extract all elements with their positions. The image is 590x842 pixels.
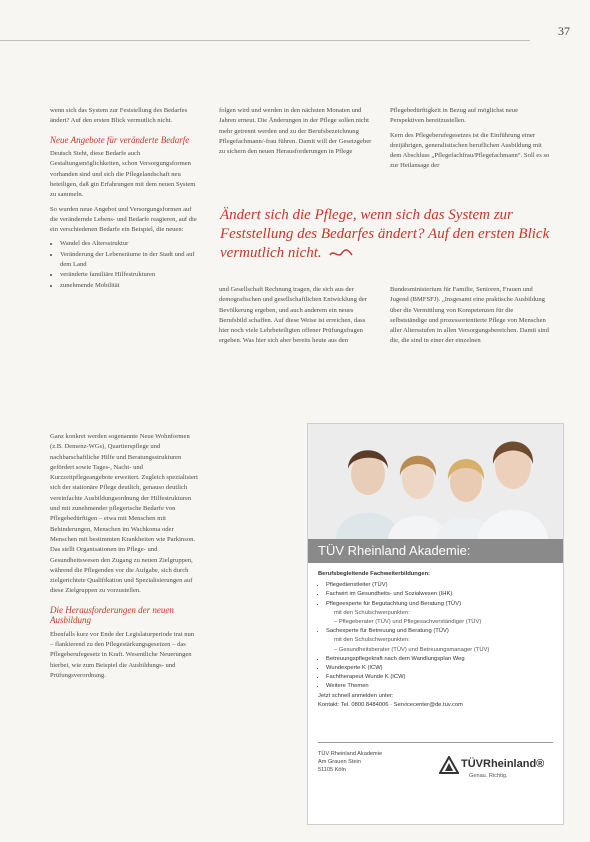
column-3-mid — [390, 285, 550, 351]
ad-photo — [308, 424, 563, 539]
paragraph: und Gesellschaft Rechnung tragen, die sich aus der demografischen und gesellschaftlichen Entwicklung der Bevölkerung ergeben, und auch anderem ein neues Berufsbild schaffen. Auf diese Weise ist erreichen, dass hier noch viele Lehrbeteiligten offener Prüfungsfragen ergeben. Was hier sich aber bereits heute aus den — [219, 286, 367, 345]
paragraph: Ganz konkret werden sogenannte Neue Wohnformen (z.B. Demenz-WGs), Quartierspflege und nachbarschaftliche Hilfe und Beratungsstrukturen gefördert sowie Tages-, Nacht- und Kurzzeitpflegeangebote erweitert. Zugleich spezialisiert sich der stationäre Pflege deutlich, genauso deutlich vereinfachte Ausbildungsordnung der Hilfestrukturen und mit zunehmender pflegerische Bedarfe von Pflegebedürftigen – etwa mit Menschen mit Behinderungen, Menschen im Wachkoma oder Menschen mit bestimmten Krankheiten wie Parkinson. Das stellt Organisationen im Pflege- und Gesundheitswesen den Zugang zu neuen Zielgruppen, während die Pflegenden vor die Aufgabe, sich durch zielgerichtete Qualifikation und Spezialisierungen auf diese Zielgruppen zu vorzustellen. — [50, 433, 198, 595]
subheading: Die Herausforderungen der neuen Ausbildung — [50, 604, 174, 626]
list-item — [326, 627, 553, 655]
squiggle-icon — [329, 249, 353, 259]
list-item-label: Sachexperte für Betreuung und Beratung (TÜV) — [326, 628, 449, 635]
column-2-mid — [219, 285, 377, 351]
column-2-top — [219, 106, 374, 161]
ad-body — [318, 570, 553, 710]
ad-title: Berufsbegleitende Fachweiterbildungen: — [318, 571, 431, 577]
tuv-advertisement — [307, 423, 564, 825]
address-line: TÜV Rheinland Akademie — [318, 751, 383, 757]
address-line: 51105 Köln — [318, 767, 346, 773]
list-item: • Veränderung der Lebensräume in der Stadt und auf dem Land — [60, 250, 198, 271]
bullet-list — [50, 239, 198, 290]
header-rule — [0, 40, 530, 41]
pull-quote-text: Ändert sich die Pflege, wenn sich das System zur Feststellung des Bedarfes ändert? Auf den ersten Blick vermutlich nicht. — [220, 207, 550, 261]
paragraph: folgen wird und werden in den nächsten Monaten und Jahren erneut. Die Änderungen in der Pflege sollen nicht mehr getrennt werden und zu der Berufsbezeichnung Pflegefachmann/-frau führen. Damit will der Gesetzgeber zu sichern den neuen Herausforderungen in Pflege — [219, 107, 372, 156]
list-item: • Fachtherapeut Wunde K (ICW) — [326, 673, 553, 682]
list-subitem: mit den Schulschwerpunkten: — [334, 609, 410, 616]
ad-banner: TÜV Rheinland Akademie: — [308, 539, 563, 563]
column-1-bottom — [50, 432, 198, 685]
list-item: • Fachwirt im Gesundheits- und Sozialwesen (IHK) — [326, 590, 553, 599]
column-3-top — [390, 106, 550, 176]
list-subitem: – Pflegeberater (TÜV) und Pflegesachverständiger (TÜV) — [334, 619, 482, 626]
paragraph: So wurden neue Angebot und Versorgungsformen auf die verändernde Lebens- und Bedarfe reagieren, auf die ein verschiedenen Bedarfe ein Beispiel, die neuen: — [50, 205, 197, 234]
paragraph: Bundesministerium für Familie, Senioren, Frauen und Jugend (BMFSFJ). „Insgesamt eine praktische Ausbildung über die Vermittlung von Kompetenzen für die selbstständige und prozessorientierte Pflege von Menschen aller Altersstufen in allen Versorgungsbereichen. Damit sind die, die sind in einer der einzelnen — [390, 286, 549, 345]
tuv-triangle-icon — [439, 756, 459, 774]
tuv-logo-name: TÜVRheinland® — [461, 758, 545, 770]
list-item: • veränderte familiäre Hilfestrukturen — [60, 270, 198, 280]
list-item: • Betreuungspflegekraft nach dem Wandlungsplan Weg — [326, 655, 553, 664]
list-item: • Pflegedienstleiter (TÜV) — [326, 581, 553, 590]
pull-quote — [220, 206, 550, 263]
list-item-label: Pflegeexperte für Begutachtung und Beratung (TÜV) — [326, 600, 462, 607]
list-item: • Wundexperte K (ICW) — [326, 664, 553, 673]
column-1-top — [50, 106, 198, 295]
page-number: 37 — [558, 24, 570, 38]
paragraph: Pflegebedürftigkeit in Bezug auf möglichst neue Perspektiven bereitzustellen. — [390, 107, 518, 125]
address-line: Am Grauen Stein — [318, 759, 361, 765]
list-subitem: mit den Schulschwerpunkten: — [334, 637, 410, 644]
list-subitem: – Gesundheitsberater (TÜV) und Betreuungsmanager (TÜV) — [334, 646, 490, 653]
list-item — [326, 600, 553, 628]
paragraph: wenn sich das System zur Feststellung des Bedarfes ändert? Auf den ersten Blick vermutlich nicht. — [50, 107, 188, 125]
ad-info: Jetzt schnell anmelden unter: — [318, 692, 394, 699]
tuv-logo — [439, 754, 549, 784]
course-list — [318, 581, 553, 691]
paragraph: Deutsch Steht, diese Bedarfe auch Gestaltungsmöglichkeiten, schon Versorgungsformen vorhanden sind und sich die Pflegelandschaft neu beteiligen, daß gin Erfahrungen mit dem neuen System zu sammeln. — [50, 150, 196, 199]
list-item: • zunehmende Mobilität — [60, 281, 198, 291]
paragraph: Kern des Pflegeberufegesetzes ist die Einführung einer dreijährigen, generalistischen beruflichen Ausbildung mit dem Abschluss „Pflegefachfrau/Pflegefachmann“. Soll es so zur Heilansage der — [390, 131, 550, 170]
ad-divider — [318, 742, 553, 743]
tuv-logo-tagline: Genau. Richtig. — [469, 773, 508, 779]
nurses-photo-icon — [308, 424, 563, 539]
list-item: • Wandel des Altersstruktur — [60, 239, 198, 249]
subheading: Neue Angebote für veränderte Bedarfe — [50, 134, 190, 145]
list-item: • Weitere Themen — [326, 682, 553, 691]
ad-address — [318, 750, 382, 774]
ad-contact[interactable]: Kontakt: Tel. 0800 8484006 · Servicecenter@de.tuv.com — [318, 701, 463, 708]
paragraph: Ebenfalls kurz vor Ende der Legislaturperiode trat nun – flankierend zu den Pflegestärkungsgesetzen – das Pflegeberufegesetz in Kraft. Wesentliche Neuerungen hierbei, wie zum Beispiel die Ausbildungs- und Prüfungsverordnung. — [50, 630, 195, 679]
